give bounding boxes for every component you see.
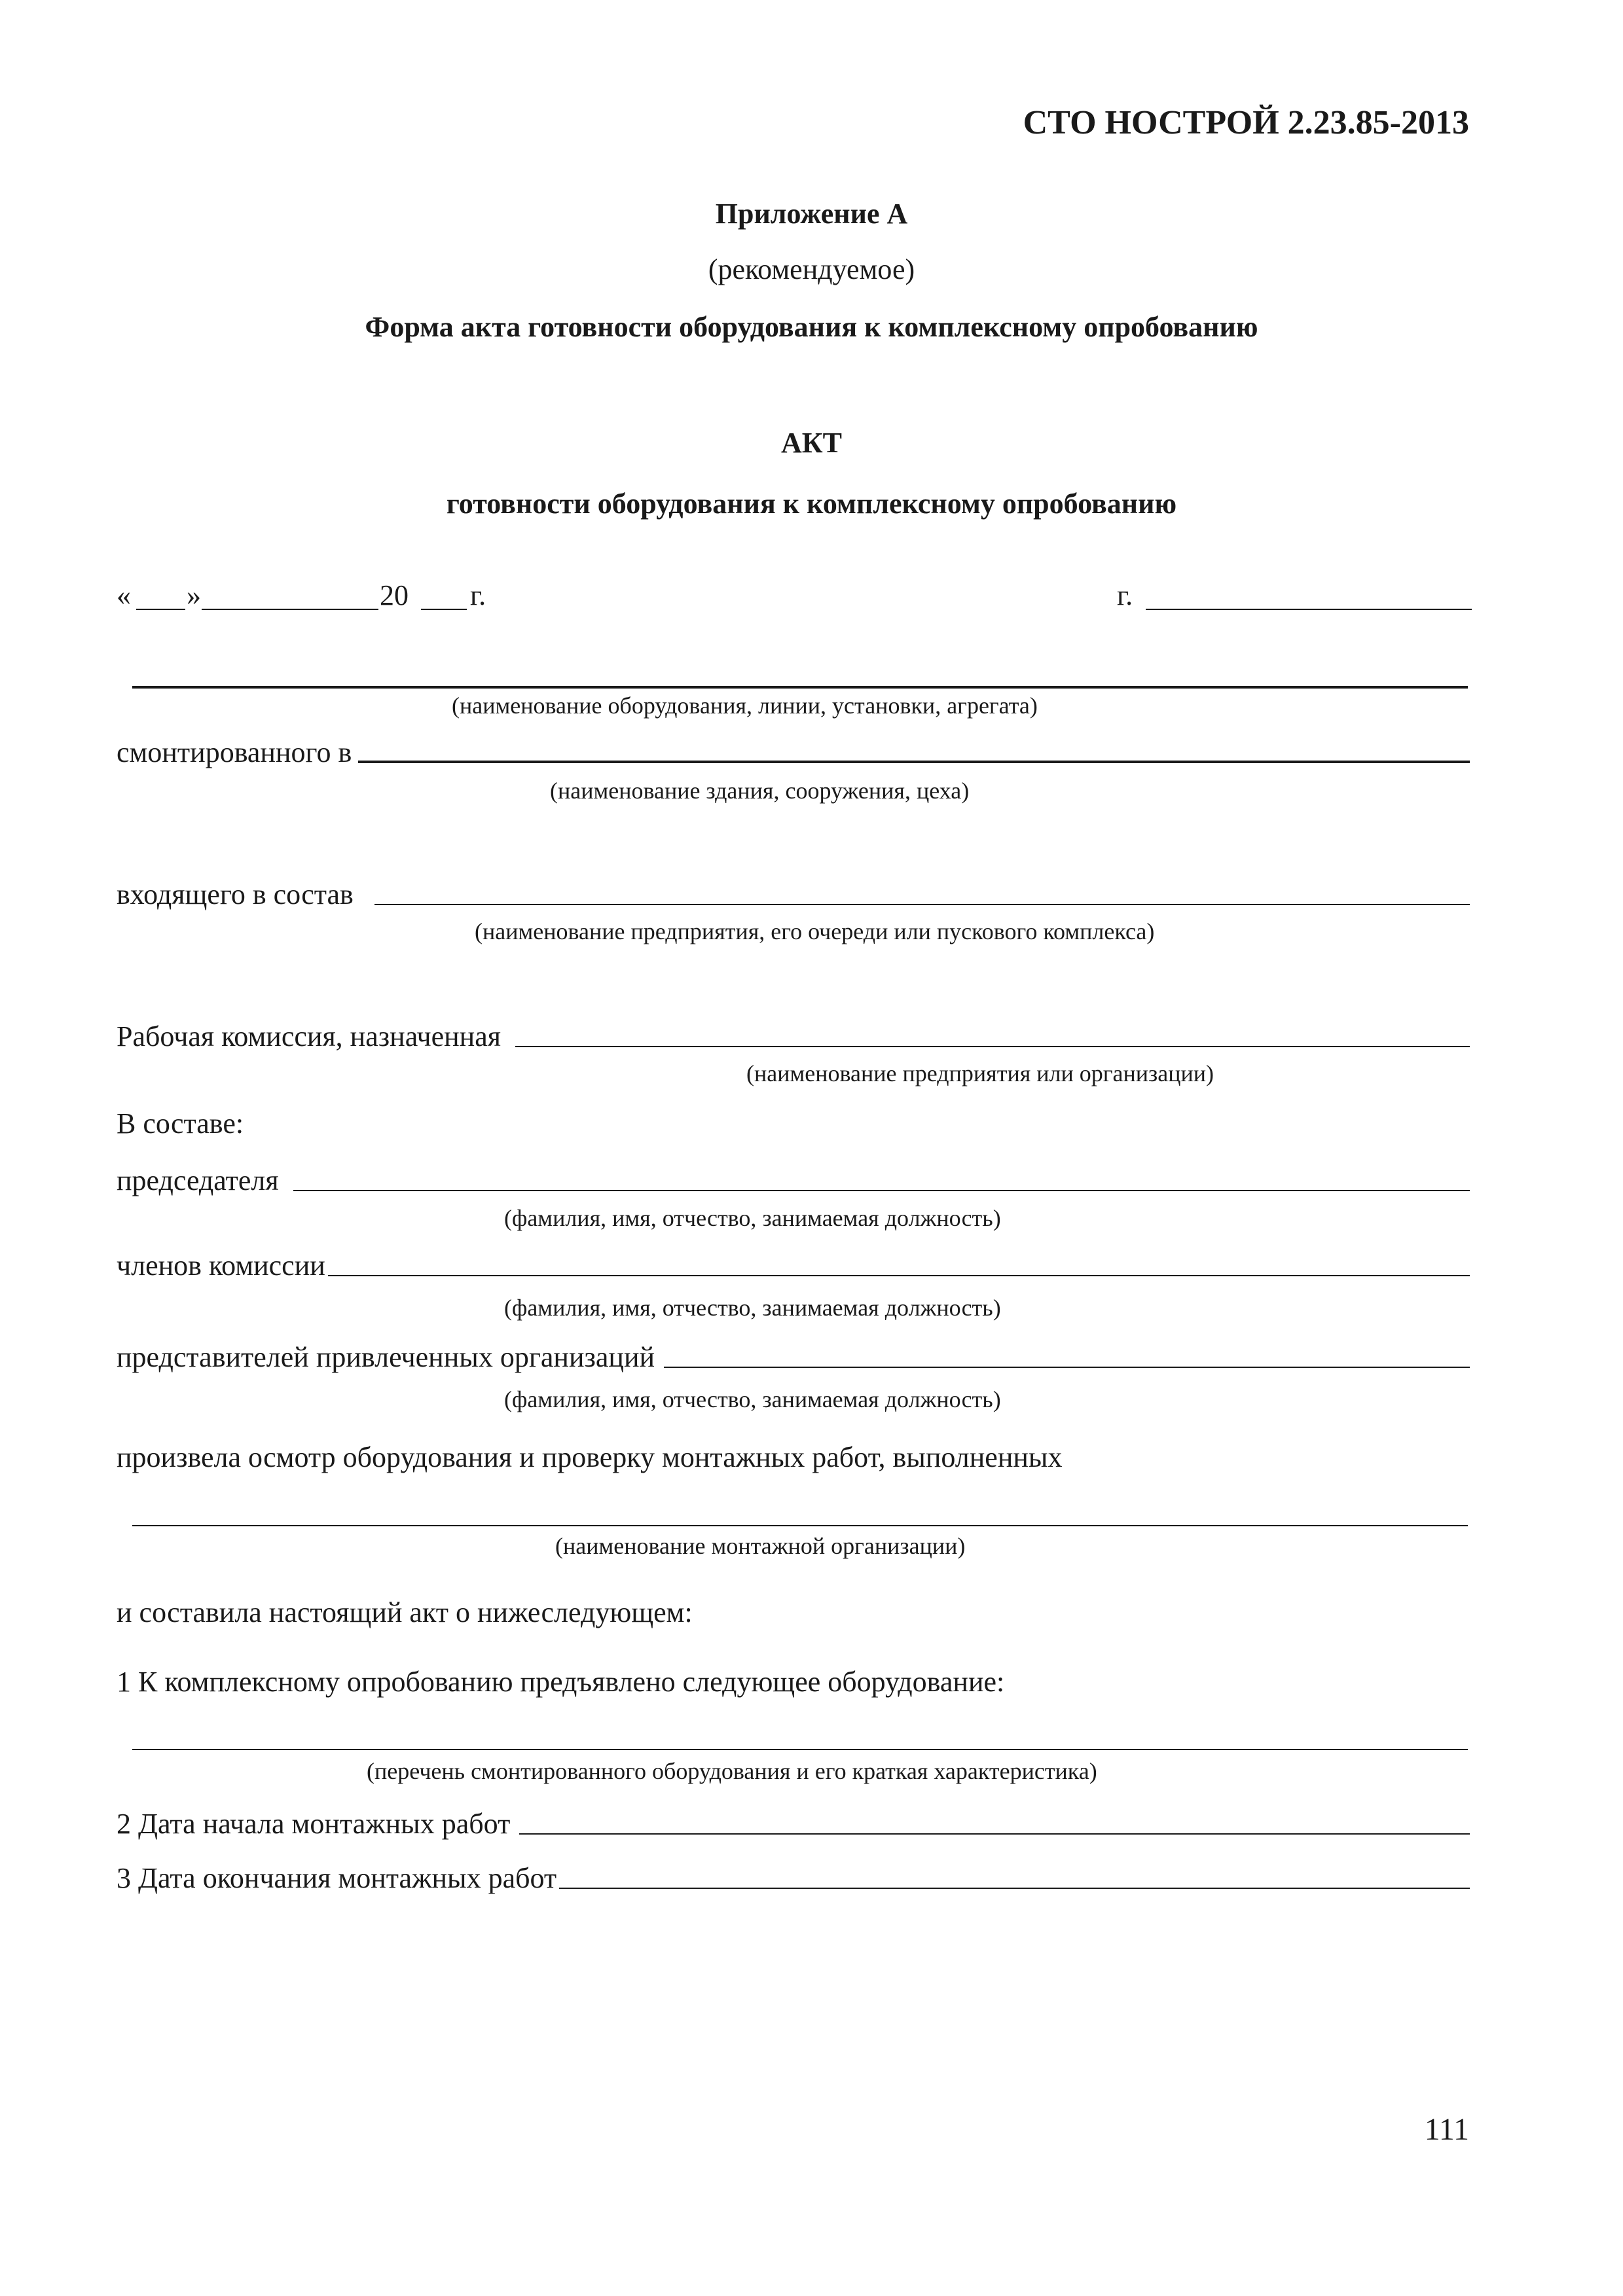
item2-row [117, 1810, 1470, 1839]
form-title: Форма акта готовности оборудования к комплексному опробованию [365, 311, 1258, 343]
reps-label: представителей привлеченных организаций [117, 1341, 655, 1373]
item3-label: 3 Дата окончания монтажных работ [117, 1862, 557, 1894]
inspection-text: произвела осмотр оборудования и проверку монтажных работ, выполненных [117, 1441, 1063, 1473]
reps-field[interactable] [664, 1367, 1470, 1368]
date-line [117, 581, 1472, 615]
item3-row [117, 1864, 1470, 1893]
installer-caption: (наименование монтажной организации) [555, 1533, 966, 1559]
date-month-field[interactable] [202, 609, 378, 610]
chairman-field[interactable] [293, 1190, 1470, 1191]
city-field[interactable] [1146, 609, 1472, 610]
mounted-label: смонтированного в [117, 736, 352, 768]
commission-row [117, 1022, 1470, 1051]
item1-text: 1 К комплексному опробованию предъявлено следующее оборудование: [117, 1666, 1005, 1698]
installer-field[interactable] [132, 1525, 1468, 1526]
date-day-field[interactable] [136, 609, 185, 610]
mounted-row [117, 738, 1470, 767]
reps-caption: (фамилия, имя, отчество, занимаемая должность) [504, 1386, 1001, 1412]
date-year-field[interactable] [421, 609, 467, 610]
equipment-name-field[interactable] [132, 686, 1468, 689]
members-field[interactable] [328, 1275, 1470, 1276]
members-row [117, 1251, 1470, 1280]
date-year-suffix: г. [470, 579, 486, 611]
chairman-row [117, 1166, 1470, 1195]
commission-field[interactable] [515, 1046, 1470, 1047]
item3-field[interactable] [559, 1888, 1470, 1889]
members-caption: (фамилия, имя, отчество, занимаемая должность) [504, 1295, 1001, 1321]
part-of-label: входящего в состав [117, 878, 354, 910]
item2-label: 2 Дата начала монтажных работ [117, 1808, 511, 1840]
date-year-prefix: 20 [380, 579, 409, 611]
chairman-caption: (фамилия, имя, отчество, занимаемая должность) [504, 1205, 1001, 1231]
item1-field[interactable] [132, 1749, 1468, 1750]
act-subtitle: готовности оборудования к комплексному опробованию [446, 488, 1177, 520]
date-close-quote: » [187, 579, 201, 611]
appendix-status: (рекомендуемое) [708, 253, 915, 285]
members-label: членов комиссии [117, 1249, 325, 1282]
part-of-field[interactable] [374, 904, 1470, 905]
mounted-field[interactable] [358, 761, 1470, 763]
act-title: АКТ [780, 427, 843, 459]
compiled-text: и составила настоящий акт о нижеследующем: [117, 1596, 693, 1628]
document-code: СТО НОСТРОЙ 2.23.85-2013 [1023, 104, 1469, 141]
page-number: 111 [1424, 2112, 1469, 2147]
commission-label: Рабочая комиссия, назначенная [117, 1020, 501, 1052]
reps-row [117, 1343, 1470, 1372]
part-of-row [117, 880, 1470, 909]
mounted-caption: (наименование здания, сооружения, цеха) [550, 778, 970, 804]
item2-field[interactable] [519, 1833, 1470, 1835]
item1-caption: (перечень смонтированного оборудования и его краткая характеристика) [367, 1758, 1097, 1784]
commission-caption: (наименование предприятия или организации) [746, 1060, 1214, 1086]
date-open-quote: « [117, 579, 131, 611]
equipment-name-caption: (наименование оборудования, линии, установки, агрегата) [452, 692, 1038, 719]
appendix-title: Приложение А [715, 198, 908, 230]
part-of-caption: (наименование предприятия, его очереди или пускового комплекса) [475, 918, 1155, 944]
chairman-label: председателя [117, 1164, 279, 1196]
city-prefix: г. [1117, 579, 1133, 611]
composition-label: В составе: [117, 1107, 244, 1139]
